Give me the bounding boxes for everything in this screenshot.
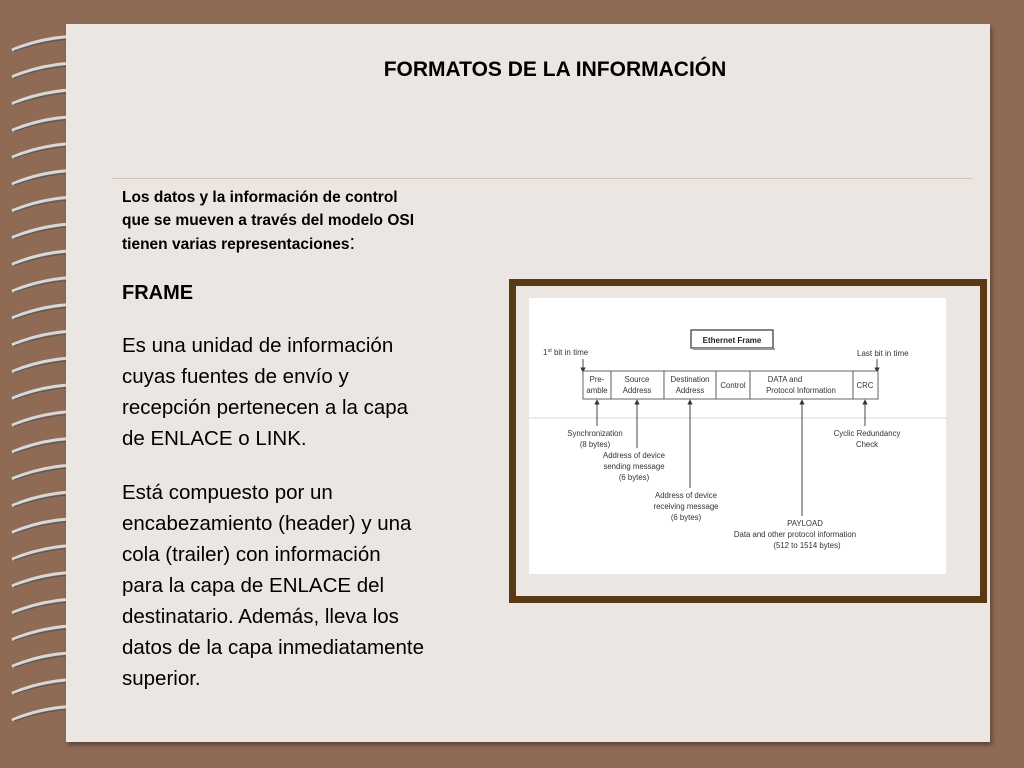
field-label: amble [586,386,608,395]
intro-line-3: tienen varias representaciones [122,236,350,253]
field-label: Destination [670,375,710,384]
paragraph2-line: destinatario. Además, lleva los [122,605,399,628]
paragraph2-line: encabezamiento (header) y una [122,512,412,535]
field-label: Address [675,386,705,395]
paragraph2-line: superior. [122,667,201,690]
paragraph2-line: cola (trailer) con información [122,543,381,566]
dst-label: receiving message [653,502,719,511]
field-label: Pre- [589,375,605,384]
src-label: (6 bytes) [618,473,650,482]
last-bit-label: Last bit in time [857,349,909,358]
intro-text [122,186,512,256]
sync-label: Synchronization [567,429,623,438]
paragraph1-line: Es una unidad de información [122,334,394,357]
first-bit-label: 1st bit in time [543,348,589,357]
text-column [122,186,512,694]
field-label: DATA and [767,375,803,384]
crc-label: Cyclic Redundancy [833,429,901,438]
ethernet-frame-diagram [529,298,946,574]
frame-definition-paragraph [122,330,512,454]
slide-title: FORMATOS DE LA INFORMACIÓN [383,58,727,81]
paragraph2-line: Está compuesto por un [122,481,333,504]
intro-line-1: Los datos y la información de control [122,189,398,206]
src-label: sending message [603,462,665,471]
payload-label: Data and other protocol information [733,530,857,539]
field-label: Address [622,386,652,395]
field-label: Control [720,381,746,390]
paragraph1-line: de ENLACE o LINK. [122,427,307,450]
src-label: Address of device [603,451,665,460]
field-label: CRC [856,381,874,390]
sync-label: (8 bytes) [579,440,611,449]
dst-label: (6 bytes) [670,513,702,522]
intro-line-2: que se mueven a través del modelo OSI [122,212,415,229]
paragraph1-line: cuyas fuentes de envío y [122,365,349,388]
intro-colon: : [349,232,356,254]
divider-line [112,178,972,179]
field-label: Source [624,375,650,384]
paragraph2-line: datos de la capa inmediatamente [122,636,425,659]
paragraph2-line: para la capa de ENLACE del [122,574,385,597]
payload-label: PAYLOAD [787,519,823,528]
frame-heading: FRAME [122,282,194,304]
frame-composition-paragraph [122,477,512,694]
dst-label: Address of device [655,491,717,500]
diagram-title: Ethernet Frame [702,336,762,345]
payload-label: (512 to 1514 bytes) [773,541,841,550]
field-label: Protocol Information [766,386,836,395]
paragraph1-line: recepción pertenecen a la capa [122,396,409,419]
crc-label: Check [855,440,879,449]
